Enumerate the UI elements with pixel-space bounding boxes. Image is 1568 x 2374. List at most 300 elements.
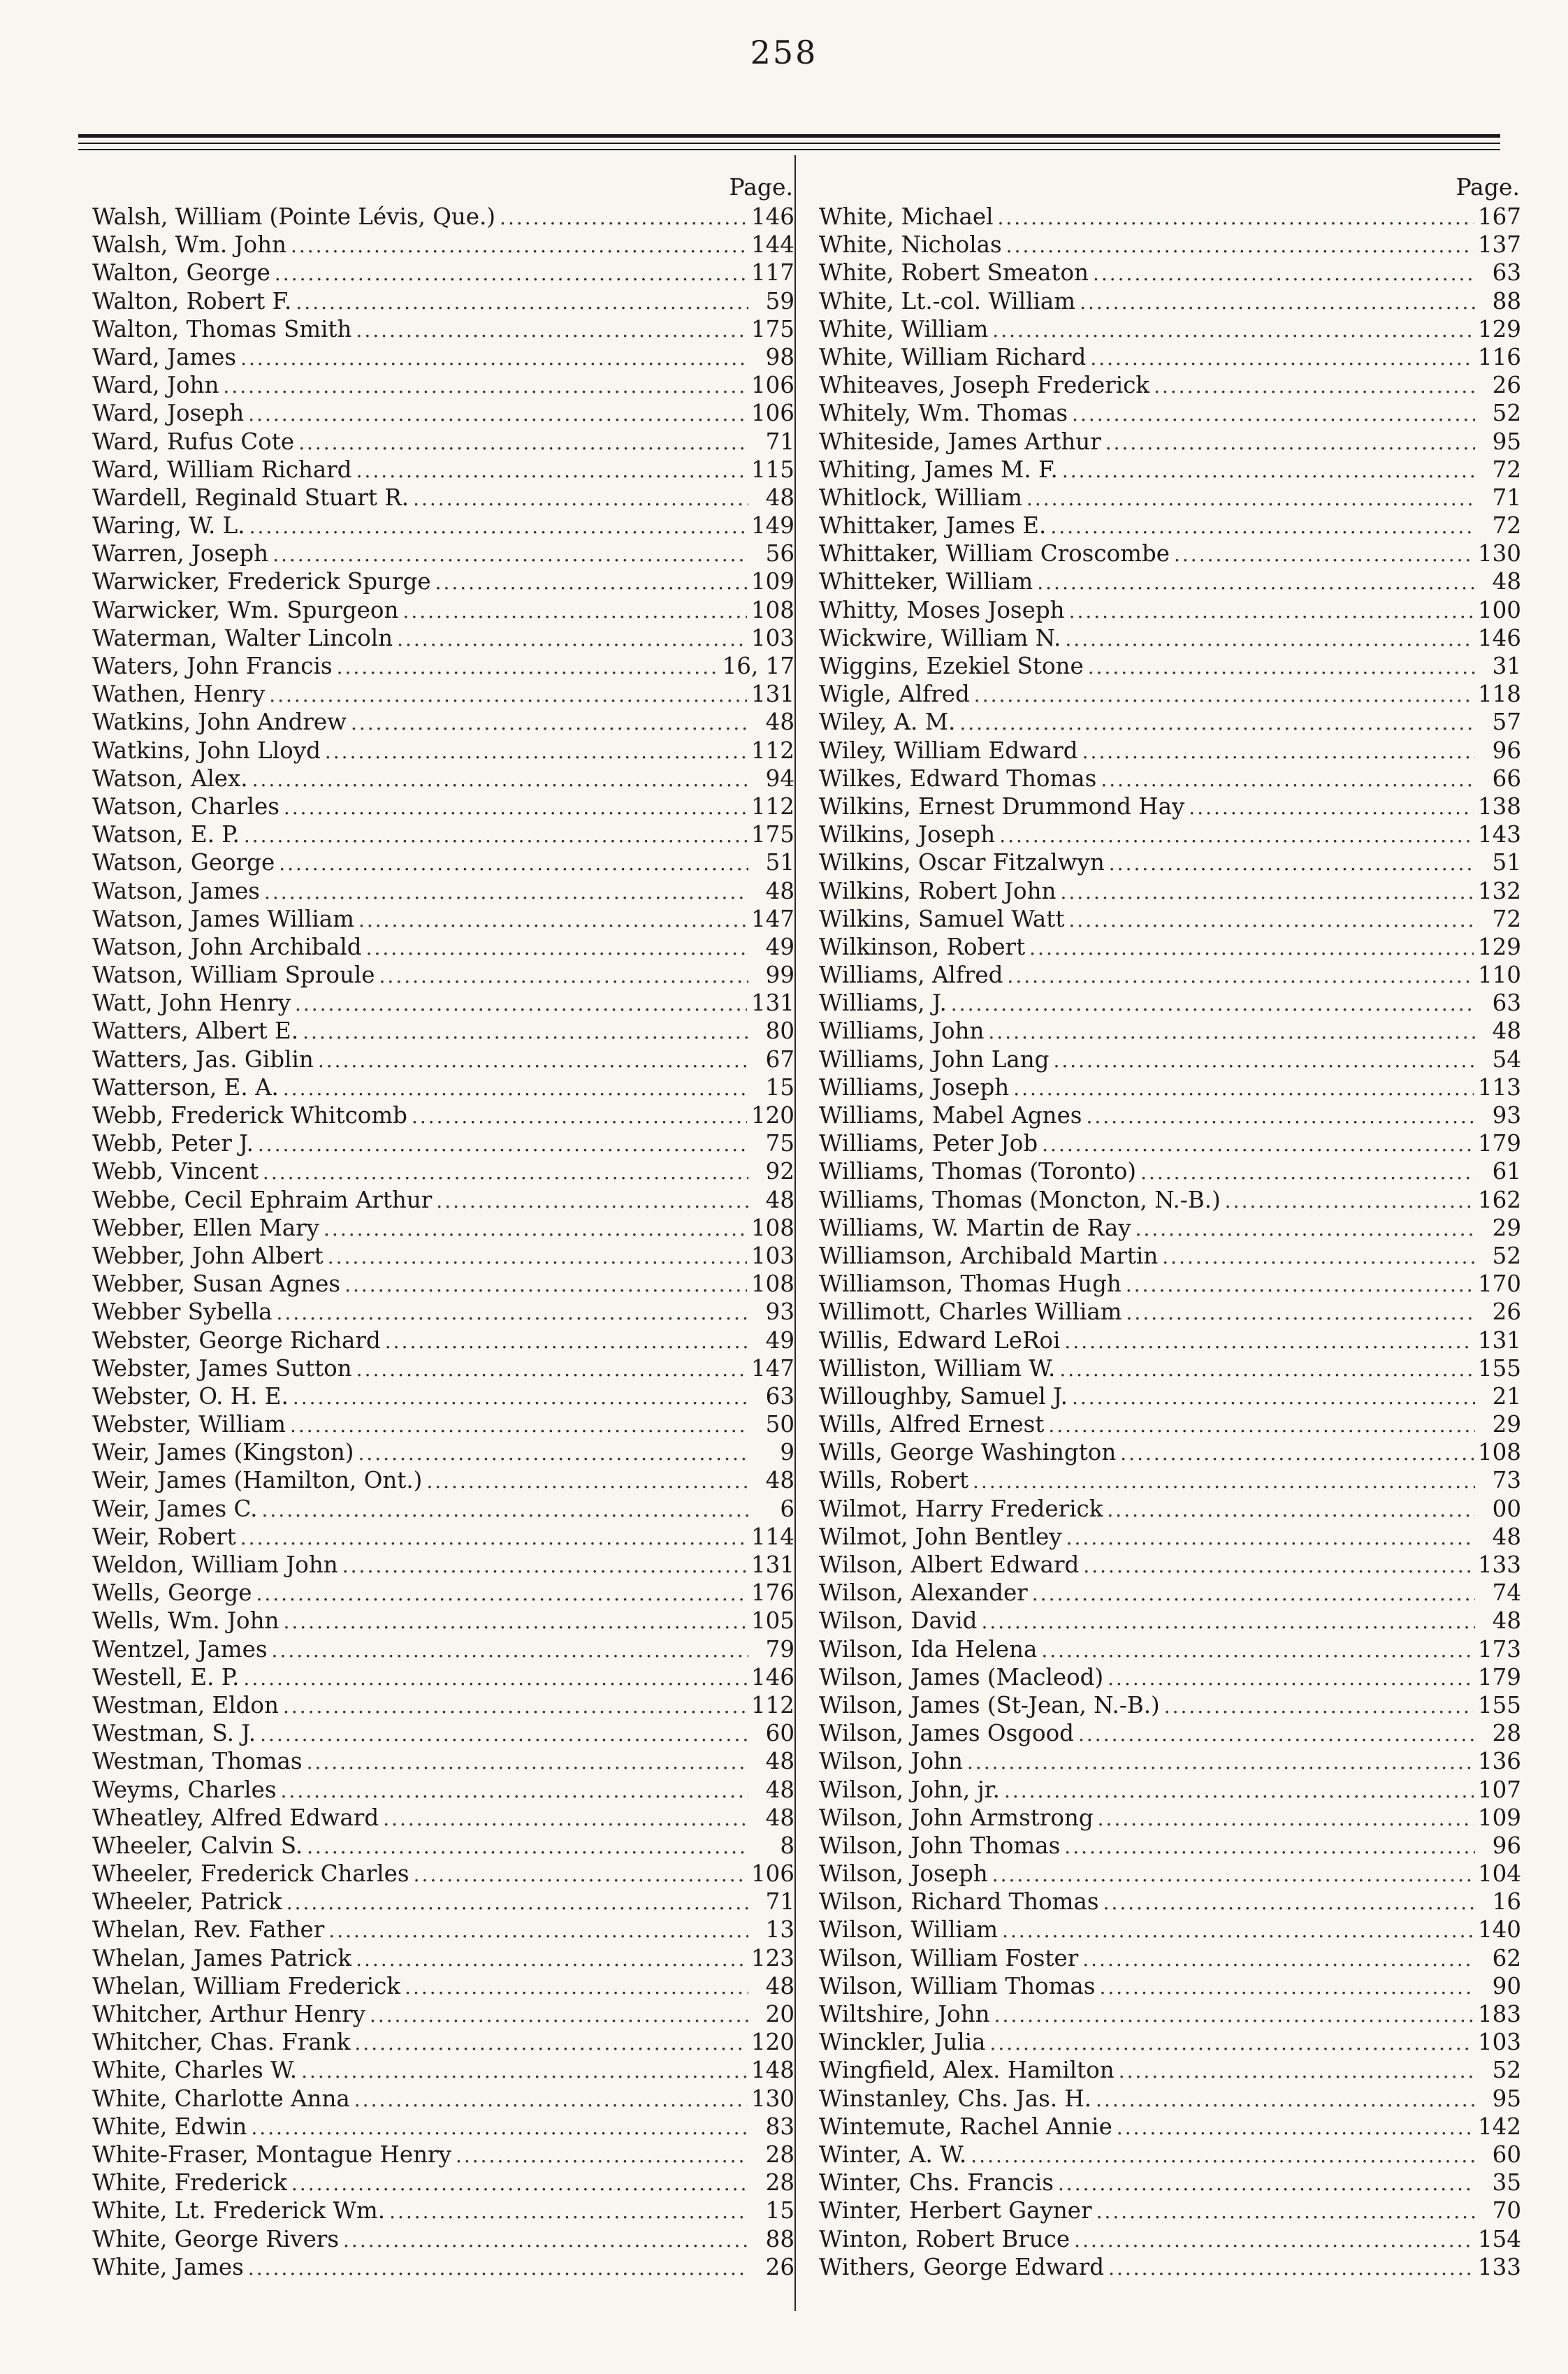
entry-page-number: 49 bbox=[765, 1326, 794, 1354]
entry-page-number: 146 bbox=[750, 1663, 794, 1691]
entry-name: Wilson, Ida Helena bbox=[819, 1635, 1038, 1663]
index-entry bbox=[92, 652, 794, 680]
entry-name: Wilson, John, jr. bbox=[819, 1776, 1000, 1803]
entry-name: Wilson, James (St-Jean, N.-B.) bbox=[819, 1691, 1160, 1718]
entry-name: Watson, Charles bbox=[92, 792, 280, 820]
entry-page-number: 71 bbox=[1492, 484, 1521, 511]
entry-name: Winckler, Julia bbox=[819, 2029, 986, 2056]
index-entry bbox=[819, 792, 1521, 820]
entry-name: Watson, E. P. bbox=[92, 821, 240, 848]
index-entry bbox=[92, 1101, 794, 1129]
entry-page-number: 67 bbox=[765, 1045, 794, 1073]
dot-leader bbox=[1006, 232, 1474, 259]
entry-name: Wills, George Washington bbox=[819, 1439, 1117, 1466]
entry-page-number: 107 bbox=[1477, 1776, 1521, 1803]
dot-leader bbox=[379, 962, 748, 989]
entry-page-number: 59 bbox=[765, 287, 794, 314]
dot-leader bbox=[413, 485, 748, 512]
entry-name: Webb, Peter J. bbox=[92, 1130, 254, 1157]
index-entry bbox=[819, 1438, 1521, 1466]
entry-name: Wilson, John Thomas bbox=[819, 1832, 1061, 1859]
dot-leader bbox=[1060, 878, 1474, 905]
entry-name: Wilson, David bbox=[819, 1607, 978, 1635]
index-entry bbox=[819, 1157, 1521, 1185]
entry-name: Williams, Mabel Agnes bbox=[819, 1102, 1082, 1129]
entry-name: Weir, James (Kingston) bbox=[92, 1439, 354, 1466]
dot-leader bbox=[1069, 598, 1474, 624]
entry-name: White, Robert Smeaton bbox=[819, 259, 1089, 287]
dot-leader bbox=[295, 990, 747, 1017]
entry-page-number: 144 bbox=[750, 231, 794, 259]
entry-page-number: 72 bbox=[1492, 456, 1521, 483]
dot-leader bbox=[1126, 1271, 1474, 1298]
entry-name: Wilkins, Oscar Fitzalwyn bbox=[819, 849, 1105, 876]
entry-name: Wilson, James Osgood bbox=[819, 1720, 1074, 1747]
entry-page-number: 52 bbox=[1492, 1242, 1521, 1269]
dot-leader bbox=[248, 2254, 748, 2281]
index-entry bbox=[819, 512, 1521, 540]
entry-page-number: 21 bbox=[1492, 1382, 1521, 1410]
entry-name: Webbe, Cecil Ephraim Arthur bbox=[92, 1186, 433, 1213]
entry-name: Whittaker, James E. bbox=[819, 512, 1047, 540]
index-entry bbox=[819, 1101, 1521, 1129]
index-entry bbox=[819, 1129, 1521, 1157]
dot-leader bbox=[1189, 794, 1474, 820]
entry-page-number: 48 bbox=[765, 1186, 794, 1213]
dot-leader bbox=[337, 653, 718, 680]
entry-page-number: 93 bbox=[1492, 1102, 1521, 1129]
entry-name: Williams, Thomas (Moncton, N.-B.) bbox=[819, 1186, 1221, 1213]
dot-leader bbox=[1037, 569, 1475, 595]
index-entry bbox=[92, 1466, 794, 1494]
entry-page-number: 8 bbox=[780, 1832, 794, 1859]
entry-name: Warwicker, Frederick Spurge bbox=[92, 568, 431, 595]
entry-page-number: 140 bbox=[1477, 1916, 1521, 1944]
entry-page-number: 143 bbox=[1477, 821, 1521, 848]
entry-name: Weir, James (Hamilton, Ont.) bbox=[92, 1467, 423, 1494]
dot-leader bbox=[426, 1468, 748, 1494]
entry-name: White, Charlotte Anna bbox=[92, 2085, 350, 2112]
dot-leader bbox=[1072, 400, 1475, 427]
dot-leader bbox=[249, 513, 747, 540]
dot-leader bbox=[1032, 1580, 1475, 1607]
entry-name: Wilkinson, Robert bbox=[819, 933, 1026, 960]
entry-name: Webber Sybella bbox=[92, 1298, 273, 1326]
index-entry bbox=[819, 1045, 1521, 1073]
entry-page-number: 48 bbox=[765, 877, 794, 904]
dot-leader bbox=[1135, 1215, 1475, 1242]
entry-page-number: 48 bbox=[765, 1467, 794, 1494]
entry-page-number: 108 bbox=[750, 1214, 794, 1241]
index-entry bbox=[819, 652, 1521, 680]
index-entry bbox=[92, 259, 794, 287]
entry-page-number: 74 bbox=[1492, 1579, 1521, 1607]
entry-name: Wilmot, Harry Frederick bbox=[819, 1495, 1103, 1522]
dot-leader bbox=[1120, 1440, 1474, 1466]
dot-leader bbox=[307, 1749, 748, 1775]
index-entry bbox=[92, 1944, 794, 1972]
index-entry bbox=[819, 1551, 1521, 1579]
entry-page-number: 103 bbox=[1477, 2029, 1521, 2056]
entry-page-number: 48 bbox=[765, 709, 794, 736]
index-entry bbox=[819, 287, 1521, 315]
entry-page-number: 15 bbox=[765, 1073, 794, 1101]
entry-page-number: 63 bbox=[1492, 990, 1521, 1017]
index-entry bbox=[819, 1691, 1521, 1719]
entry-page-number: 28 bbox=[765, 2141, 794, 2168]
dot-leader bbox=[223, 372, 747, 399]
entry-page-number: 137 bbox=[1477, 231, 1521, 259]
entry-page-number: 31 bbox=[1492, 653, 1521, 679]
entry-name: Ward, Joseph bbox=[92, 400, 245, 427]
dot-leader bbox=[1059, 1356, 1474, 1382]
index-entry bbox=[819, 1860, 1521, 1888]
entry-name: Watson, John Archibald bbox=[92, 933, 362, 960]
entry-page-number: 48 bbox=[1492, 1607, 1521, 1635]
header-rule-thick bbox=[78, 134, 1500, 138]
index-entry bbox=[819, 1916, 1521, 1944]
entry-name: Wingfield, Alex. Hamilton bbox=[819, 2057, 1115, 2084]
entry-page-number: 112 bbox=[750, 737, 794, 764]
dot-leader bbox=[971, 2142, 1475, 2169]
entry-name: Whelan, William Frederick bbox=[92, 1972, 401, 1999]
dot-leader bbox=[1072, 1384, 1475, 1410]
entry-name: Walsh, Wm. John bbox=[92, 231, 286, 259]
entry-name: Watters, Albert E. bbox=[92, 1018, 299, 1045]
index-entry bbox=[819, 1944, 1521, 1972]
dot-leader bbox=[1164, 1693, 1474, 1719]
entry-name: White, George Rivers bbox=[92, 2225, 340, 2252]
entry-name: Walton, George bbox=[92, 259, 270, 287]
index-entry bbox=[92, 203, 794, 231]
entry-name: Wheeler, Patrick bbox=[92, 1888, 282, 1916]
index-entry bbox=[92, 315, 794, 343]
dot-leader bbox=[1002, 1917, 1474, 1944]
index-entry bbox=[92, 567, 794, 595]
entry-name: Whelan, James Patrick bbox=[92, 1944, 352, 1971]
dot-leader bbox=[303, 1018, 748, 1045]
index-entry bbox=[92, 1186, 794, 1214]
entry-page-number: 28 bbox=[1492, 1720, 1521, 1747]
entry-page-number: 94 bbox=[765, 765, 794, 792]
dot-leader bbox=[296, 289, 748, 315]
entry-name: Whitely, Wm. Thomas bbox=[819, 400, 1068, 427]
index-entry bbox=[92, 596, 794, 624]
dot-leader bbox=[1042, 1131, 1474, 1157]
index-entry bbox=[92, 1551, 794, 1579]
dot-leader bbox=[1107, 1496, 1475, 1523]
index-entry bbox=[92, 1747, 794, 1775]
dot-leader bbox=[324, 1215, 747, 1242]
index-entry bbox=[92, 1129, 794, 1157]
index-entry bbox=[92, 1804, 794, 1832]
entry-page-number: 90 bbox=[1492, 1972, 1521, 1999]
dot-leader bbox=[283, 1608, 746, 1635]
entry-name: Wilson, John bbox=[819, 1748, 963, 1775]
index-entry bbox=[92, 1017, 794, 1045]
index-entry bbox=[819, 1298, 1521, 1326]
index-entry bbox=[92, 1776, 794, 1804]
entry-page-number: 54 bbox=[1492, 1045, 1521, 1073]
entry-name: Ward, William Richard bbox=[92, 456, 352, 483]
index-entry bbox=[92, 2085, 794, 2113]
dot-leader bbox=[959, 709, 1475, 736]
entry-name: Weldon, William John bbox=[92, 1551, 338, 1578]
dot-leader bbox=[1058, 2170, 1475, 2196]
index-entry bbox=[819, 1888, 1521, 1916]
index-entry bbox=[819, 1354, 1521, 1382]
entry-name: Webber, Susan Agnes bbox=[92, 1271, 341, 1298]
dot-leader bbox=[389, 2198, 748, 2224]
entry-page-number: 149 bbox=[750, 512, 794, 540]
entry-page-number: 96 bbox=[1492, 737, 1521, 764]
dot-leader bbox=[260, 1721, 748, 1747]
index-entry bbox=[819, 708, 1521, 736]
dot-leader bbox=[951, 990, 1475, 1017]
entry-page-number: 110 bbox=[1477, 962, 1521, 989]
dot-leader bbox=[1064, 1833, 1475, 1860]
dot-leader bbox=[269, 681, 747, 708]
index-entry bbox=[92, 512, 794, 540]
index-entry bbox=[92, 961, 794, 989]
entry-name: Watkins, John Lloyd bbox=[92, 737, 321, 764]
entry-name: Westman, S. J. bbox=[92, 1720, 256, 1747]
entry-name: Watson, George bbox=[92, 849, 275, 876]
entry-page-number: 60 bbox=[765, 1720, 794, 1747]
dot-leader bbox=[275, 260, 747, 287]
header-rule-thin-lower bbox=[78, 149, 1500, 150]
index-entry bbox=[92, 1298, 794, 1326]
entry-name: Wilkins, Robert John bbox=[819, 877, 1057, 904]
entry-name: Wentzel, James bbox=[92, 1635, 268, 1663]
entry-name: Webster, William bbox=[92, 1411, 286, 1438]
index-entry bbox=[92, 624, 794, 652]
dot-leader bbox=[1162, 1243, 1475, 1270]
entry-name: Wills, Alfred Ernest bbox=[819, 1411, 1045, 1438]
dot-leader bbox=[1086, 1103, 1475, 1129]
dot-leader bbox=[402, 598, 747, 624]
index-entry bbox=[92, 287, 794, 315]
index-entry bbox=[92, 456, 794, 484]
entry-page-number: 66 bbox=[1492, 765, 1521, 792]
page-column-header: Page. bbox=[1456, 173, 1520, 201]
index-entry bbox=[819, 961, 1521, 989]
entry-name: White, Lt.-col. William bbox=[819, 287, 1076, 314]
dot-leader bbox=[286, 1889, 748, 1916]
entry-name: Wilson, Albert Edward bbox=[819, 1551, 1080, 1578]
index-entry bbox=[92, 540, 794, 567]
entry-name: Ward, Rufus Cote bbox=[92, 428, 295, 455]
entry-name: Whitcher, Arthur Henry bbox=[92, 2001, 365, 2027]
dot-leader bbox=[283, 1693, 747, 1719]
dot-leader bbox=[988, 1018, 1475, 1045]
dot-leader bbox=[328, 1243, 747, 1270]
index-entry bbox=[819, 2141, 1521, 2169]
index-entry bbox=[92, 1691, 794, 1719]
index-entry bbox=[819, 1635, 1521, 1663]
entry-name: Williston, William W. bbox=[819, 1354, 1056, 1382]
dot-leader bbox=[1088, 653, 1475, 680]
index-entry bbox=[819, 877, 1521, 905]
entry-page-number: 79 bbox=[765, 1635, 794, 1663]
entry-name: Wills, Robert bbox=[819, 1467, 969, 1494]
dot-leader bbox=[1093, 260, 1475, 287]
entry-page-number: 71 bbox=[765, 1888, 794, 1916]
entry-page-number: 120 bbox=[750, 1102, 794, 1129]
entry-name: Watkins, John Andrew bbox=[92, 709, 347, 736]
index-entry bbox=[92, 2196, 794, 2224]
entry-name: Wigle, Alfred bbox=[819, 681, 970, 708]
entry-page-number: 106 bbox=[750, 372, 794, 399]
entry-page-number: 48 bbox=[1492, 568, 1521, 595]
entry-name: Whitlock, William bbox=[819, 484, 1022, 511]
entry-name: Waterman, Walter Lincoln bbox=[92, 624, 393, 651]
index-entry bbox=[92, 371, 794, 399]
dot-leader bbox=[1098, 1805, 1474, 1832]
dot-leader bbox=[240, 1524, 747, 1551]
dot-leader bbox=[256, 1580, 747, 1607]
index-entry bbox=[92, 1972, 794, 2000]
entry-name: Williams, John Lang bbox=[819, 1045, 1050, 1073]
index-entry bbox=[819, 848, 1521, 876]
index-entry bbox=[92, 1157, 794, 1185]
entry-name: Winter, Chs. Francis bbox=[819, 2169, 1054, 2196]
entry-page-number: 61 bbox=[1492, 1158, 1521, 1185]
dot-leader bbox=[992, 317, 1474, 343]
entry-page-number: 130 bbox=[750, 2085, 794, 2112]
entry-name: Wilson, Alexander bbox=[819, 1579, 1028, 1607]
entry-page-number: 29 bbox=[1492, 1411, 1521, 1438]
entry-page-number: 95 bbox=[1492, 428, 1521, 455]
index-entry bbox=[819, 1832, 1521, 1860]
index-entry bbox=[819, 1972, 1521, 2000]
index-entry bbox=[819, 203, 1521, 231]
dot-leader bbox=[1096, 2198, 1475, 2224]
dot-leader bbox=[967, 1749, 1474, 1775]
index-entry bbox=[92, 1607, 794, 1635]
entry-name: Winter, Herbert Gayner bbox=[819, 2197, 1092, 2224]
entry-name: Westell, E. P. bbox=[92, 1663, 240, 1691]
entry-page-number: 95 bbox=[1492, 2085, 1521, 2112]
entry-page-number: 49 bbox=[765, 933, 794, 960]
entry-name: Wickwire, William N. bbox=[819, 624, 1061, 651]
dot-leader bbox=[1101, 766, 1475, 792]
entry-page-number: 106 bbox=[750, 400, 794, 427]
entry-page-number: 26 bbox=[1492, 372, 1521, 399]
dot-leader bbox=[273, 541, 748, 567]
entry-name: Wathen, Henry bbox=[92, 681, 266, 708]
index-entry bbox=[92, 737, 794, 765]
dot-leader bbox=[1050, 513, 1475, 540]
entry-page-number: 133 bbox=[1477, 2253, 1521, 2280]
index-entry bbox=[819, 2169, 1521, 2196]
index-entry bbox=[819, 2085, 1521, 2113]
index-entry bbox=[819, 624, 1521, 652]
dot-leader bbox=[992, 1861, 1474, 1888]
entry-name: Watson, James bbox=[92, 877, 260, 904]
entry-page-number: 48 bbox=[765, 1748, 794, 1775]
index-entry bbox=[92, 2113, 794, 2141]
entry-page-number: 88 bbox=[1492, 287, 1521, 314]
dot-leader bbox=[1140, 1159, 1475, 1185]
entry-page-number: 106 bbox=[750, 1860, 794, 1888]
dot-leader bbox=[1007, 962, 1474, 989]
entry-page-number: 9 bbox=[780, 1439, 794, 1466]
index-entry bbox=[92, 765, 794, 792]
dot-leader bbox=[998, 204, 1474, 231]
index-entry bbox=[92, 2253, 794, 2281]
entry-page-number: 112 bbox=[750, 792, 794, 820]
entry-name: Williams, Joseph bbox=[819, 1073, 1010, 1101]
entry-page-number: 176 bbox=[750, 1579, 794, 1607]
entry-page-number: 16 bbox=[1492, 1888, 1521, 1916]
index-entry bbox=[92, 1326, 794, 1354]
dot-leader bbox=[248, 400, 747, 427]
index-entry bbox=[92, 1438, 794, 1466]
index-entry bbox=[92, 792, 794, 820]
dot-leader bbox=[291, 232, 747, 259]
entry-page-number: 50 bbox=[765, 1411, 794, 1438]
entry-page-number: 118 bbox=[1477, 681, 1521, 708]
dot-leader bbox=[999, 822, 1474, 848]
index-entry bbox=[92, 2141, 794, 2169]
dot-leader bbox=[1105, 429, 1475, 456]
dot-leader bbox=[356, 457, 747, 484]
entry-page-number: 88 bbox=[765, 2225, 794, 2252]
entry-page-number: 29 bbox=[1492, 1214, 1521, 1241]
entry-name: Williams, J. bbox=[819, 990, 947, 1017]
index-entry bbox=[92, 399, 794, 427]
dot-leader bbox=[344, 1271, 747, 1298]
entry-name: Whiteside, James Arthur bbox=[819, 428, 1101, 455]
entry-page-number: 179 bbox=[1477, 1130, 1521, 1157]
entry-page-number: 131 bbox=[750, 1551, 794, 1578]
entry-name: Williams, John bbox=[819, 1018, 985, 1045]
dot-leader bbox=[342, 1552, 747, 1579]
dot-leader bbox=[272, 1637, 748, 1663]
dot-leader bbox=[298, 429, 748, 456]
index-entry bbox=[819, 989, 1521, 1017]
dot-leader bbox=[358, 906, 747, 933]
index-entry bbox=[819, 1719, 1521, 1747]
index-entry bbox=[92, 877, 794, 905]
index-entry bbox=[819, 399, 1521, 427]
entry-page-number: 63 bbox=[1492, 259, 1521, 287]
entry-page-number: 109 bbox=[1477, 1804, 1521, 1831]
dot-leader bbox=[436, 1187, 748, 1214]
dot-leader bbox=[366, 934, 748, 961]
entry-name: White, Frederick bbox=[92, 2169, 287, 2196]
index-entry bbox=[92, 1354, 794, 1382]
entry-name: Watson, James William bbox=[92, 905, 354, 932]
entry-name: Wintemute, Rachel Annie bbox=[819, 2113, 1112, 2140]
dot-leader bbox=[328, 1917, 748, 1944]
entry-page-number: 147 bbox=[750, 905, 794, 932]
dot-leader bbox=[252, 766, 748, 792]
entry-page-number: 48 bbox=[1492, 1523, 1521, 1550]
entry-page-number: 99 bbox=[765, 962, 794, 989]
entry-name: Waring, W. L. bbox=[92, 512, 245, 540]
entry-name: White, William Richard bbox=[819, 343, 1087, 370]
index-entry bbox=[819, 1017, 1521, 1045]
entry-name: Winstanley, Chs. Jas. H. bbox=[819, 2085, 1092, 2112]
dot-leader bbox=[262, 1496, 748, 1523]
entry-name: Wilson, John Armstrong bbox=[819, 1804, 1094, 1831]
entry-name: Webb, Frederick Whitcomb bbox=[92, 1102, 407, 1129]
index-entry bbox=[92, 1045, 794, 1073]
entry-page-number: 129 bbox=[1477, 315, 1521, 342]
entry-page-number: 51 bbox=[765, 849, 794, 876]
